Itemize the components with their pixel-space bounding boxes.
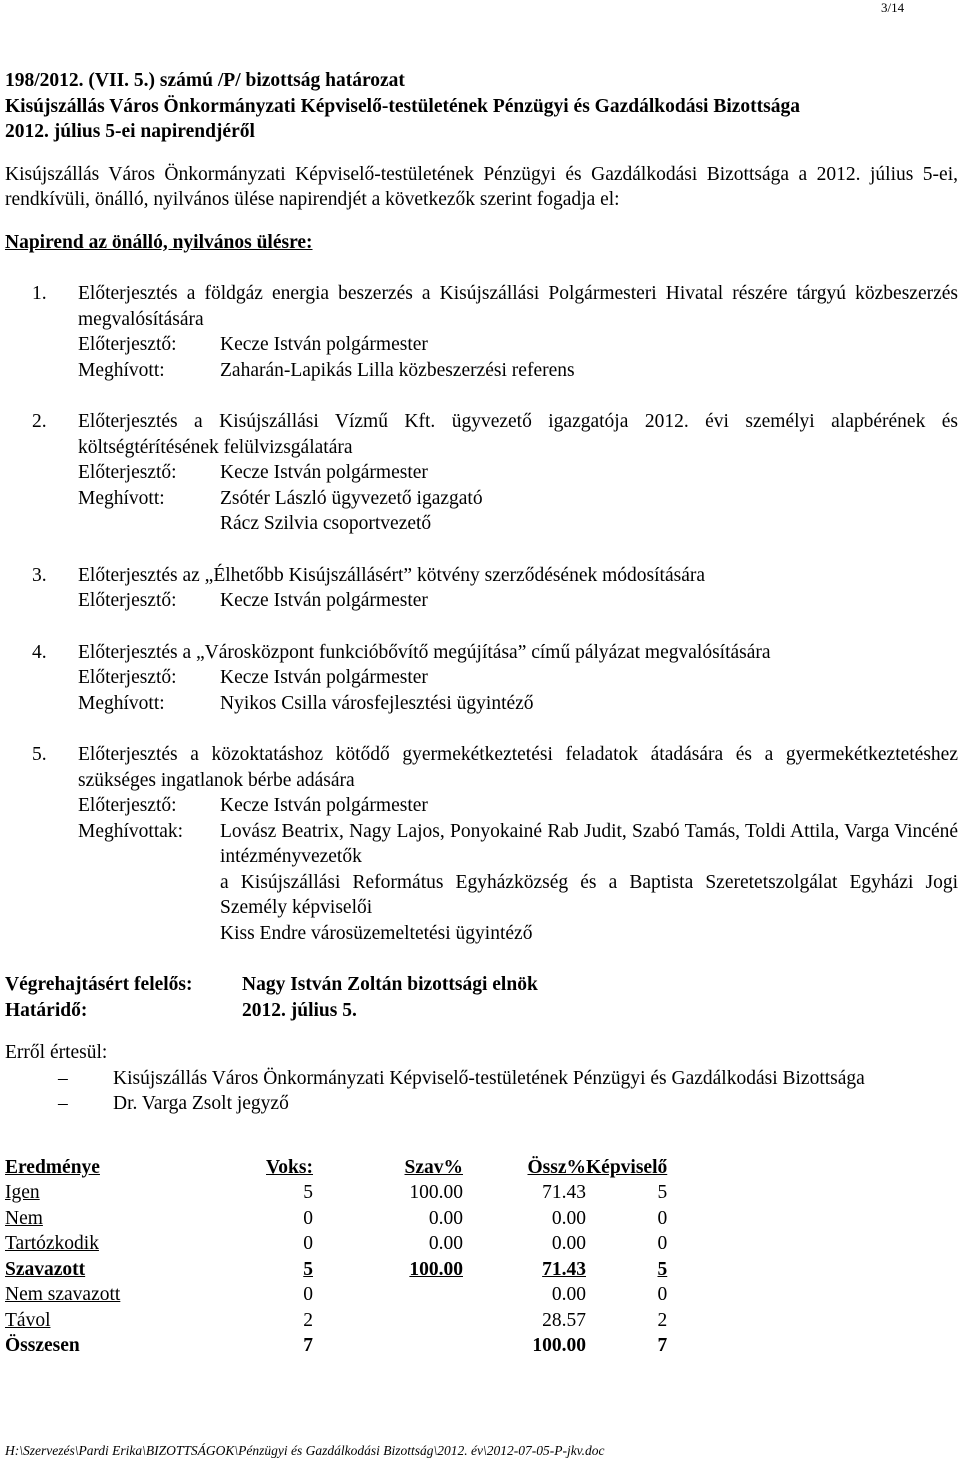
agenda-role-label: Meghívottak: <box>78 820 184 842</box>
agenda-role-values <box>220 460 958 486</box>
vote-cell: 5 <box>657 1258 668 1280</box>
agenda-role-row <box>78 665 958 691</box>
vote-row <box>5 1257 667 1283</box>
agenda-item-number: 4. <box>32 641 47 663</box>
agenda-role-value: Nyikos Csilla városfejlesztési ügyintéző <box>220 692 534 714</box>
intro-paragraph: Kisújszállás Város Önkormányzati Képviselő-testületének Pénzügyi és Gazdálkodási Bizottsága a 2012. július 5-ei, rendkívüli, önálló, nyilvános ülése napirendjét a következők szerint fogadja el: <box>5 163 958 210</box>
agenda-role-label: Előterjesztő: <box>78 590 177 611</box>
notify-item <box>5 1066 958 1092</box>
resolution-title: 198/2012. (VII. 5.) számú /P/ bizottság határozat <box>5 70 405 91</box>
vote-header-cell: Szav% <box>404 1156 463 1178</box>
vote-row <box>5 1308 667 1334</box>
agenda-item-number: 1. <box>32 283 47 304</box>
agenda-role-values <box>220 588 958 614</box>
notify-item-text: Kisújszállás Város Önkormányzati Képviselő-testületének Pénzügyi és Gazdálkodási Bizottsága <box>113 1067 865 1089</box>
agenda-item <box>5 563 958 614</box>
vote-cell: 28.57 <box>542 1309 586 1331</box>
vote-row <box>5 1333 667 1359</box>
agenda-role-value: Kecze István polgármester <box>220 795 428 816</box>
deadline-label: Határidő: <box>5 999 88 1021</box>
agenda-role-label: Meghívott: <box>78 487 165 509</box>
agenda-role-row <box>78 691 958 717</box>
agenda-role-label: Előterjesztő: <box>78 667 177 688</box>
agenda-role-label: Előterjesztő: <box>78 462 177 483</box>
vote-cell: Igen <box>5 1182 40 1203</box>
agenda-role-values <box>220 793 958 819</box>
agenda-role-value: Kecze István polgármester <box>220 334 428 355</box>
agenda-role-values <box>220 691 958 717</box>
vote-cell: 0 <box>303 1207 313 1229</box>
vote-row <box>5 1206 667 1232</box>
agenda-role-label: Előterjesztő: <box>78 795 177 816</box>
agenda-item-title: Előterjesztés a Kisújszállási Vízmű Kft. ügyvezető igazgatója 2012. évi személyi alapbérének és költségtérítésének felülvizsgálatára <box>78 411 958 458</box>
vote-header-cell: Voks: <box>266 1156 313 1178</box>
vote-cell: 2 <box>657 1309 668 1331</box>
resolution-header <box>5 68 958 145</box>
vote-cell: 0 <box>303 1233 313 1254</box>
vote-cell <box>313 1333 463 1359</box>
vote-cell: 0 <box>657 1207 668 1229</box>
vote-cell: 5 <box>303 1182 313 1203</box>
agenda-role-value: Zaharán-Lapikás Lilla közbeszerzési referens <box>220 359 575 381</box>
vote-header-row <box>5 1155 667 1181</box>
agenda-role-row <box>78 486 958 537</box>
responsible-row <box>5 972 958 998</box>
vote-cell: 0 <box>303 1284 313 1305</box>
agenda-item-number: 5. <box>32 744 47 765</box>
agenda-role-value: Zsótér László ügyvezető igazgató <box>220 487 483 509</box>
agenda-spacer <box>5 946 958 972</box>
agenda-role-values <box>220 486 958 537</box>
agenda-role-label: Előterjesztő: <box>78 334 177 355</box>
agenda-heading: Napirend az önálló, nyilvános ülésre: <box>5 231 313 253</box>
notify-label: Erről értesül: <box>5 1042 108 1063</box>
agenda-role-row <box>78 332 958 358</box>
agenda-item-title: Előterjesztés a „Városközpont funkcióbővítő megújítása” című pályázat megvalósítására <box>78 641 771 663</box>
agenda-item-number: 3. <box>32 564 47 586</box>
vote-cell: 2 <box>303 1309 313 1331</box>
dash-bullet: – <box>58 1067 68 1089</box>
agenda-item <box>5 281 958 383</box>
vote-cell <box>313 1282 463 1308</box>
resolution-subject: 2012. július 5-ei napirendjéről <box>5 121 255 142</box>
agenda-role-value: a Kisújszállási Református Egyházközség és a Baptista Szeretetszolgálat Egyházi Jogi Személy képviselői <box>220 871 958 918</box>
deadline-row <box>5 998 958 1024</box>
vote-cell: 5 <box>303 1258 313 1280</box>
notify-item-text: Dr. Varga Zsolt jegyző <box>113 1093 289 1114</box>
agenda-role-value: Kiss Endre városüzemeltetési ügyintéző <box>220 922 533 944</box>
vote-cell <box>313 1308 463 1334</box>
agenda-role-values <box>220 819 958 947</box>
vote-row <box>5 1231 667 1257</box>
agenda-role-value: Kecze István polgármester <box>220 590 428 611</box>
vote-cell: Távol <box>5 1309 51 1331</box>
vote-cell: 0 <box>657 1233 668 1254</box>
vote-cell: 100.00 <box>532 1335 586 1356</box>
agenda-role-value: Kecze István polgármester <box>220 462 428 483</box>
agenda-role-values <box>220 665 958 691</box>
agenda-item-title: Előterjesztés a közoktatáshoz kötődő gyermekétkeztetési feladatok átadására és a gyermekétkeztetéshez szükséges ingatlanok bérbe adására <box>78 744 958 791</box>
vote-cell: Szavazott <box>5 1258 86 1280</box>
agenda-list <box>5 281 958 972</box>
agenda-role-row <box>78 793 958 819</box>
agenda-spacer <box>5 614 958 640</box>
vote-row <box>5 1180 667 1206</box>
responsible-value: Nagy István Zoltán bizottsági elnök <box>242 974 538 995</box>
vote-cell: 71.43 <box>542 1258 586 1280</box>
agenda-item <box>5 640 958 717</box>
notify-item <box>5 1091 958 1117</box>
page-number: 3/14 <box>881 0 905 15</box>
vote-cell: Összesen <box>5 1335 80 1356</box>
vote-cell: Tartózkodik <box>5 1233 99 1254</box>
vote-header-cell: Képviselő <box>586 1156 668 1178</box>
agenda-spacer <box>5 537 958 563</box>
agenda-item-title: Előterjesztés a földgáz energia beszerzés a Kisújszállási Polgármesteri Hivatal részére tárgyú közbeszerzés megvalósítására <box>78 283 958 330</box>
agenda-item-number: 2. <box>32 411 47 432</box>
deadline-value: 2012. július 5. <box>242 999 357 1021</box>
agenda-item-title: Előterjesztés az „Élhetőbb Kisújszállásért” kötvény szerződésének módosítására <box>78 564 706 586</box>
agenda-role-value: Rácz Szilvia csoportvezető <box>220 513 432 534</box>
vote-cell: 0.00 <box>428 1207 463 1229</box>
agenda-role-values <box>220 358 958 384</box>
responsible-label: Végrehajtásért felelős: <box>5 974 193 995</box>
agenda-role-value: Lovász Beatrix, Nagy Lajos, Ponyokainé Rab Judit, Szabó Tamás, Toldi Attila, Varga Vincéné intézményvezetők <box>220 820 958 867</box>
vote-cell: Nem <box>5 1207 43 1229</box>
vote-cell: 0.00 <box>428 1233 463 1254</box>
vote-cell: 100.00 <box>409 1182 463 1203</box>
vote-cell: 0 <box>657 1284 668 1305</box>
agenda-spacer <box>5 383 958 409</box>
vote-cell: 0.00 <box>551 1233 586 1254</box>
vote-cell: 71.43 <box>542 1182 586 1203</box>
agenda-role-row <box>78 588 958 614</box>
vote-header-cell: Eredménye <box>5 1156 100 1178</box>
agenda-role-values <box>220 332 958 358</box>
agenda-role-row <box>78 358 958 384</box>
file-path-footer: H:\Szervezés\Pardi Erika\BIZOTTSÁGOK\Pénzügyi és Gazdálkodási Bizottság\2012. év\2012-07-05-P-jkv.doc <box>5 1443 605 1458</box>
vote-row <box>5 1282 667 1308</box>
vote-cell: 5 <box>657 1182 668 1203</box>
agenda-item <box>5 409 958 537</box>
vote-cell: 7 <box>303 1335 313 1356</box>
vote-cell: 0.00 <box>551 1207 586 1229</box>
document-body <box>5 68 958 1359</box>
notify-list <box>5 1066 958 1117</box>
vote-cell: Nem szavazott <box>5 1284 121 1305</box>
agenda-item <box>5 742 958 946</box>
vote-header-cell: Össz% <box>527 1156 586 1178</box>
agenda-role-value: Kecze István polgármester <box>220 667 428 688</box>
vote-cell: 100.00 <box>409 1258 463 1280</box>
agenda-role-row <box>78 460 958 486</box>
agenda-spacer <box>5 716 958 742</box>
vote-cell: 0.00 <box>551 1284 586 1305</box>
agenda-role-label: Meghívott: <box>78 359 165 381</box>
agenda-role-row <box>78 819 958 947</box>
agenda-role-label: Meghívott: <box>78 692 165 714</box>
vote-cell: 7 <box>657 1335 668 1356</box>
resolution-committee: Kisújszállás Város Önkormányzati Képviselő-testületének Pénzügyi és Gazdálkodási Bizottsága <box>5 95 800 117</box>
vote-results-table <box>5 1155 667 1359</box>
dash-bullet: – <box>58 1093 68 1114</box>
